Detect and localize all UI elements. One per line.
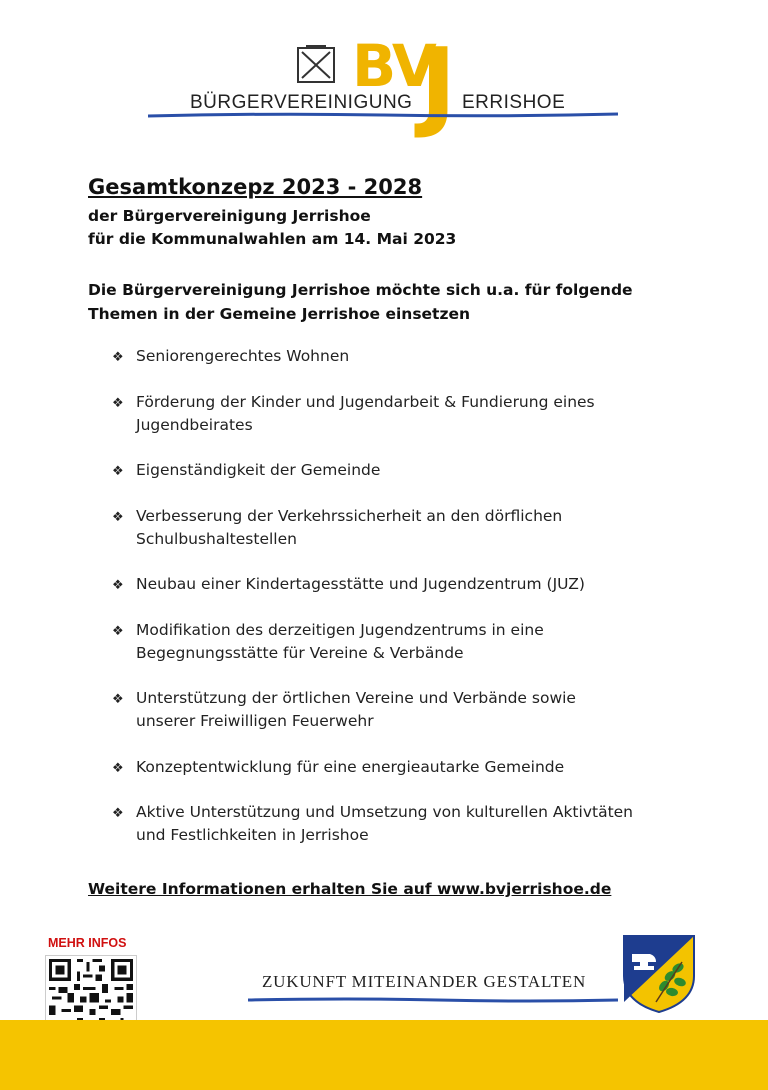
footer-slogan: ZUKUNFT MITEINANDER GESTALTEN	[262, 972, 587, 991]
diamond-bullet-icon: ❖	[112, 464, 124, 479]
list-item-text: Begegnungsstätte für Vereine & Verbände	[136, 644, 464, 662]
list-item-text: Förderung der Kinder und Jugendarbeit & Fundierung eines	[136, 393, 595, 411]
page-title: Gesamtkonzepz 2023 - 2028	[88, 175, 423, 199]
list-item-text: Schulbushaltestellen	[136, 530, 297, 548]
list-item-text: Modifikation des derzeitigen Jugendzentrums in eine	[136, 621, 544, 639]
diamond-bullet-icon: ❖	[112, 806, 124, 821]
list-item	[112, 801, 682, 847]
list-item-text: Jugendbeirates	[136, 416, 253, 434]
list-item	[112, 505, 682, 551]
logo-letters-bv: BV	[352, 32, 435, 100]
list-item-text: Konzeptentwicklung für eine energieautarke Gemeinde	[136, 758, 565, 776]
logo-name-left: BÜRGERVEREINIGUNG	[190, 92, 413, 113]
list-item-text: und Festlichkeiten in Jerrishoe	[136, 826, 369, 844]
list-item	[112, 687, 682, 733]
municipal-crest-icon	[620, 932, 698, 1014]
list-item	[112, 391, 682, 437]
list-item-text: unserer Freiwilligen Feuerwehr	[136, 712, 374, 730]
list-item-text: Eigenständigkeit der Gemeinde	[136, 461, 381, 479]
list-item-text: Seniorengerechtes Wohnen	[136, 347, 350, 365]
list-item-text: Verbesserung der Verkehrssicherheit an den dörflichen	[136, 507, 563, 525]
diamond-bullet-icon: ❖	[112, 510, 124, 525]
diamond-bullet-icon: ❖	[112, 761, 124, 776]
list-item	[112, 756, 682, 780]
qr-label: MEHR INFOS	[48, 936, 127, 950]
diamond-bullet-icon: ❖	[112, 350, 124, 365]
list-item-text: Unterstützung der örtlichen Vereine und Verbände sowie	[136, 689, 576, 707]
ballot-box-icon	[296, 44, 338, 86]
logo-underline-stroke	[148, 112, 618, 118]
logo-letter-j: J	[420, 28, 457, 142]
subtitle-line-2: für die Kommunalwahlen am 14. Mai 2023	[88, 230, 457, 248]
list-item	[112, 345, 682, 369]
list-item	[112, 573, 682, 597]
subtitle-line-1: der Bürgervereinigung Jerrishoe	[88, 207, 371, 225]
list-item	[112, 459, 682, 483]
diamond-bullet-icon: ❖	[112, 624, 124, 639]
more-info-link[interactable]: Weitere Informationen erhalten Sie auf www.bvjerrishoe.de	[88, 880, 612, 898]
list-item-text: Aktive Unterstützung und Umsetzung von kulturellen Aktivtäten	[136, 803, 634, 821]
diamond-bullet-icon: ❖	[112, 692, 124, 707]
intro-text: Die Bürgervereinigung Jerrishoe möchte sich u.a. für folgende Themen in der Gemeine Jerrishoe einsetzen	[88, 281, 633, 323]
slogan-underline-stroke	[248, 997, 618, 1003]
diamond-bullet-icon: ❖	[112, 578, 124, 593]
footer-band	[0, 1020, 768, 1090]
diamond-bullet-icon: ❖	[112, 396, 124, 411]
list-item-text: Neubau einer Kindertagesstätte und Jugendzentrum (JUZ)	[136, 575, 585, 593]
list-item	[112, 619, 682, 665]
logo-name-right: ERRISHOE	[462, 92, 566, 113]
